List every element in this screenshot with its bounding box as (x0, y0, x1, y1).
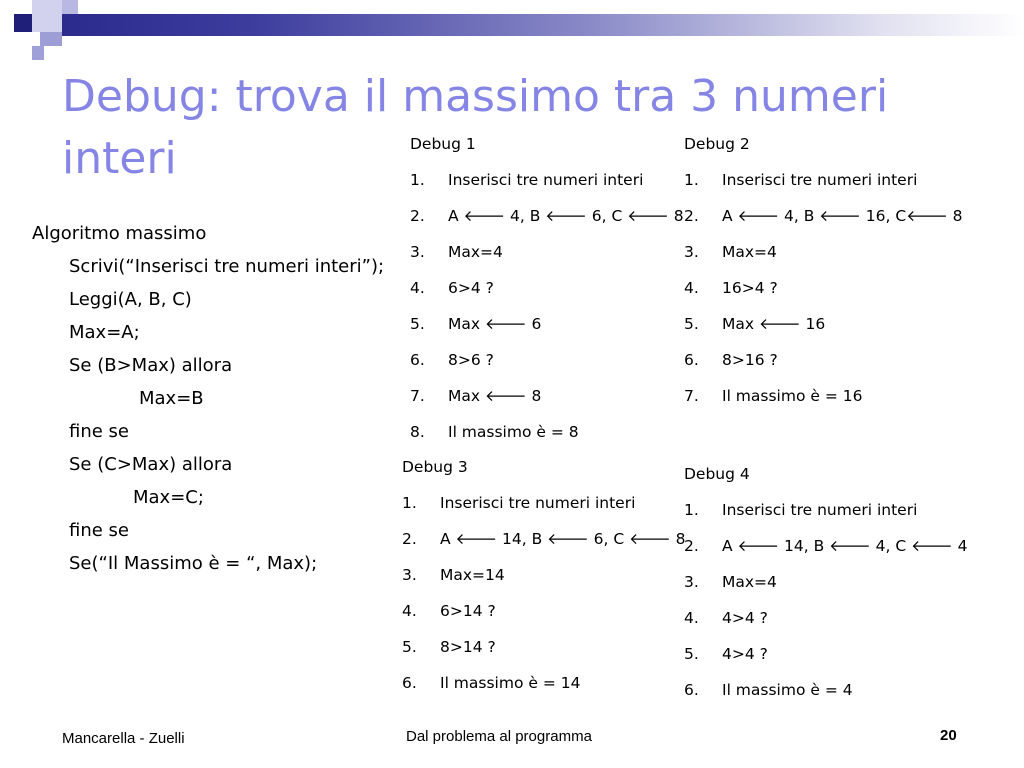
step-text: 8>14 ? (440, 638, 496, 656)
debug-3-heading: Debug 3 (402, 458, 468, 476)
step-text: 6>4 ? (448, 279, 494, 297)
debug-2-panel (684, 135, 963, 423)
debug-step (402, 638, 685, 674)
debug-1-heading: Debug 1 (410, 135, 476, 153)
step-text: Inserisci tre numeri interi (440, 494, 636, 512)
algorithm-line: fine se (69, 421, 129, 442)
step-number: 6. (684, 681, 699, 699)
step-text: Il massimo è = 8 (448, 423, 579, 441)
footer-author: Mancarella - Zuelli (62, 730, 185, 747)
step-number: 2. (402, 530, 417, 548)
step-number: 1. (402, 494, 417, 512)
debug-3-panel (402, 458, 685, 710)
algorithm-line: Se (C>Max) allora (69, 454, 233, 475)
step-number: 6. (402, 674, 417, 692)
algorithm-line: Max=A; (69, 322, 140, 343)
step-number: 5. (684, 315, 699, 333)
step-number: 3. (684, 573, 699, 591)
debug-step (684, 501, 967, 537)
debug-step (684, 207, 963, 243)
step-number: 5. (684, 645, 699, 663)
step-text: Inserisci tre numeri interi (722, 501, 918, 519)
step-number: 5. (410, 315, 425, 333)
step-number: 2. (684, 537, 699, 555)
debug-step (402, 530, 685, 566)
debug-step (684, 243, 963, 279)
step-number: 1. (684, 501, 699, 519)
footer-subject: Dal problema al programma (406, 728, 592, 745)
decor-square-light (32, 0, 62, 32)
algorithm-line: Max=C; (133, 487, 204, 508)
step-text: A 🡐 14, B 🡐 4, C 🡐 4 (722, 537, 968, 555)
step-text: Il massimo è = 4 (722, 681, 853, 699)
debug-step (410, 423, 684, 459)
debug-step (684, 681, 967, 717)
debug-step (684, 609, 967, 645)
step-number: 6. (684, 351, 699, 369)
decor-square-dark (14, 14, 32, 32)
step-text: 8>16 ? (722, 351, 778, 369)
step-number: 4. (684, 279, 699, 297)
debug-1-panel (410, 135, 684, 459)
step-text: 8>6 ? (448, 351, 494, 369)
debug-1-steps (410, 171, 684, 459)
step-text: 4>4 ? (722, 609, 768, 627)
step-number: 3. (402, 566, 417, 584)
debug-step (410, 279, 684, 315)
step-text: 16>4 ? (722, 279, 778, 297)
algorithm-line: Se (B>Max) allora (69, 355, 233, 376)
debug-step (402, 494, 685, 530)
step-text: Max=4 (722, 243, 777, 261)
step-text: 6>14 ? (440, 602, 496, 620)
step-number: 3. (684, 243, 699, 261)
step-number: 2. (684, 207, 699, 225)
debug-step (684, 387, 963, 423)
algorithm-line: Algoritmo massimo (32, 223, 207, 244)
step-number: 4. (684, 609, 699, 627)
algorithm-line: fine se (69, 520, 129, 541)
step-number: 7. (410, 387, 425, 405)
debug-step (684, 351, 963, 387)
algorithm-line: Leggi(A, B, C) (69, 289, 192, 310)
step-text: Il massimo è = 16 (722, 387, 863, 405)
algorithm-line: Max=B (139, 388, 204, 409)
debug-4-steps (684, 501, 967, 717)
step-text: 4>4 ? (722, 645, 768, 663)
step-text: Max=4 (722, 573, 777, 591)
step-text: Max 🡐 6 (448, 315, 542, 333)
step-number: 7. (684, 387, 699, 405)
step-text: Inserisci tre numeri interi (448, 171, 644, 189)
debug-step (684, 279, 963, 315)
step-text: Max=4 (448, 243, 503, 261)
debug-step (684, 645, 967, 681)
decor-square-mid (40, 32, 62, 46)
debug-3-steps (402, 494, 685, 710)
debug-step (410, 387, 684, 423)
step-text: Max=14 (440, 566, 505, 584)
step-text: A 🡐 14, B 🡐 6, C 🡐 8 (440, 530, 686, 548)
debug-step (684, 573, 967, 609)
step-number: 5. (402, 638, 417, 656)
debug-2-heading: Debug 2 (684, 135, 750, 153)
debug-step (410, 207, 684, 243)
debug-4-panel (684, 465, 967, 717)
algorithm-line: Se(“Il Massimo è = “, Max); (69, 553, 318, 574)
debug-step (402, 602, 685, 638)
debug-step (410, 351, 684, 387)
debug-step (684, 315, 963, 351)
slide-title: Debug: trova il massimo tra 3 numeri interi (62, 71, 889, 184)
debug-step (402, 674, 685, 710)
page-number: 20 (940, 727, 957, 744)
step-text: Max 🡐 16 (722, 315, 826, 333)
decor-square-mid (32, 46, 44, 60)
debug-step (684, 171, 963, 207)
step-number: 1. (684, 171, 699, 189)
step-text: A 🡐 4, B 🡐 16, C🡐 8 (722, 207, 963, 225)
step-text: Inserisci tre numeri interi (722, 171, 918, 189)
algorithm-block (32, 219, 384, 582)
header-gradient-bar (62, 14, 1024, 36)
step-number: 6. (410, 351, 425, 369)
debug-step (410, 315, 684, 351)
debug-step (410, 243, 684, 279)
step-text: A 🡐 4, B 🡐 6, C 🡐 8 (448, 207, 684, 225)
debug-step (402, 566, 685, 602)
step-number: 4. (410, 279, 425, 297)
step-number: 8. (410, 423, 425, 441)
decor-square-light (62, 0, 78, 14)
step-number: 3. (410, 243, 425, 261)
step-number: 4. (402, 602, 417, 620)
debug-step (684, 537, 967, 573)
step-number: 2. (410, 207, 425, 225)
step-text: Max 🡐 8 (448, 387, 542, 405)
algorithm-line: Scrivi(“Inserisci tre numeri interi”); (69, 256, 385, 277)
step-number: 1. (410, 171, 425, 189)
debug-step (410, 171, 684, 207)
debug-2-steps (684, 171, 963, 423)
step-text: Il massimo è = 14 (440, 674, 581, 692)
debug-4-heading: Debug 4 (684, 465, 750, 483)
